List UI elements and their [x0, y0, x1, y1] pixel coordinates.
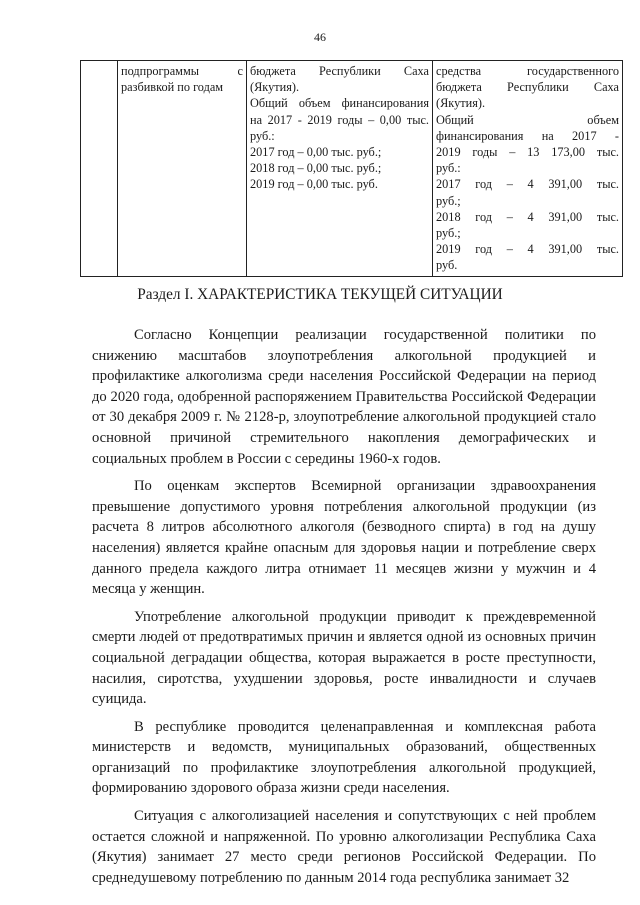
cell-line: руб.:	[250, 128, 275, 143]
section-heading: Раздел I. ХАРАКТЕРИСТИКА ТЕКУЩЕЙ СИТУАЦИИ	[137, 286, 503, 303]
table-cell-state-budget	[433, 61, 623, 277]
paragraph: По оценкам экспертов Всемирной организации здравоохранения превышение допустимого уровня потребления алкогольной продукции (из расчета 8 литров абсолютного алкоголя (безводного спирта) в год на душу населения) является крайне опасным для здоровья нации и потребление сверх данного предела каждого литра отнимает 11 месяцев жизни у мужчин и 4 месяца у женщин.	[92, 478, 596, 598]
cell-line: (Якутия).	[250, 80, 300, 95]
paragraph: Согласно Концепции реализации государственной политики по снижению масштабов злоупотребления алкогольной продукцией и профилактике алкоголизма среди населения Российской Федерации на период до 2020 года, одобренной распоряжением Правительства Российской Федерации от 30 декабря 2009 г. № 2128-р, злоупотребление алкогольной продукцией стало основной причиной стремительного накопления демографических и социальных проблем в России с середины 1960-х годов.	[92, 327, 596, 467]
cell-line: 2018 год – 0,00 тыс. руб.;	[250, 161, 382, 176]
paragraph: Ситуация с алкоголизацией населения и сопутствующих с ней проблем остается сложной и напряженной. По уровню алкоголизации Республика Саха (Якутия) занимает 27 место среди регионов Российской Федерации. По среднедушевому потреблению по данным 2014 года республика занимает 32	[92, 808, 596, 886]
table-cell-label	[118, 61, 247, 277]
cell-line: 2019 год – 0,00 тыс. руб.	[250, 177, 378, 192]
cell-line: подпрограммы с	[121, 64, 243, 78]
cell-line: руб.	[436, 258, 458, 273]
cell-line: 2017 год – 0,00 тыс. руб.;	[250, 145, 382, 160]
table-cell-empty	[81, 61, 118, 277]
cell-line: на 2017 - 2019 годы – 0,00 тыс.	[250, 112, 429, 127]
table-cell-republic-budget	[247, 61, 433, 277]
cell-line: 2018 год – 4 391,00 тыс.	[436, 209, 619, 224]
cell-line: бюджета Республики Саха	[436, 80, 619, 95]
cell-line: (Якутия).	[436, 96, 486, 111]
table-row	[81, 61, 623, 277]
body-text	[92, 325, 596, 895]
cell-line: бюджета Республики Саха	[250, 64, 429, 78]
cell-line: руб.;	[436, 226, 461, 241]
page-number: 46	[314, 30, 326, 44]
cell-line: финансирования на 2017 -	[436, 128, 619, 143]
cell-line: Общий объем финансирования	[250, 96, 429, 111]
cell-line: 2019 годы – 13 173,00 тыс.	[436, 145, 619, 160]
paragraph: Употребление алкогольной продукции приводит к преждевременной смерти людей от предотвратимых причин и является одной из основных причин социальной деградации общества, которая выражается в росте преступности, насилия, сиротства, ухудшении здоровья, росте инвалидности и случаев суицида.	[92, 608, 596, 708]
cell-line: разбивкой по годам	[121, 80, 224, 95]
paragraph: В республике проводится целенаправленная и комплексная работа министерств и ведомств, муниципальных образований, общественных организаций по профилактике злоупотребления алкогольной продукцией, формированию здорового образа жизни среди населения.	[92, 718, 596, 797]
cell-line: 2019 год – 4 391,00 тыс.	[436, 242, 619, 257]
cell-line: руб.;	[436, 193, 461, 208]
cell-line: Общий объем	[436, 112, 619, 127]
cell-line: средства государственного	[436, 64, 619, 78]
cell-line: руб.:	[436, 161, 461, 176]
cell-line: 2017 год – 4 391,00 тыс.	[436, 177, 619, 192]
program-table	[80, 60, 623, 277]
